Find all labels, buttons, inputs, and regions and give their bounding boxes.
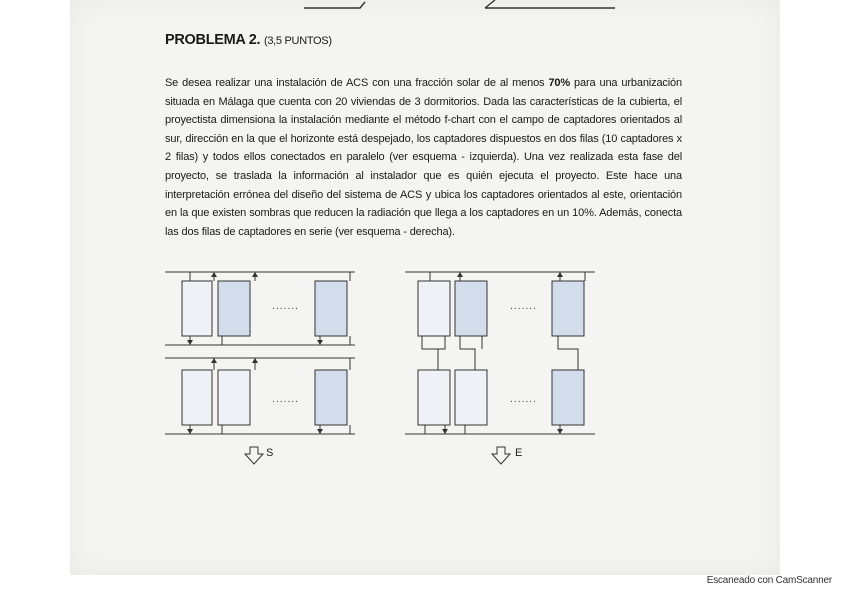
parallel-collectors-diagram: [160, 262, 360, 472]
statement-part-2: para una urbanización situada en Málaga que cuenta con 20 viviendas de 3 dormitorios. Dada las características de la cubierta, el proyectista dimensiona la instalación mediante el método f-chart con el campo de captadores orientados al sur, dirección en la que el horizonte está despejado, los captadores dispuestos en dos filas (10 captadores x 2 filas) y todos ellos conectados en paralelo (ver esquema - izquierda). Una vez realizada esta fase del proyecto, se traslada la información al instalador que es quién ejecuta el proyecto. Este hace una interpretación errónea del diseño del sistema de ACS y ubica los captadores orientados al este, orientación en la que existen sombras que reducen la radiación que llega a los captadores en un 10%. Además, conecta las dos filas de captadores en serie (ver esquema - derecha).: [165, 77, 682, 238]
previous-figure-fragment: [290, 0, 630, 14]
more-collectors-dots-row1: .......: [510, 302, 538, 312]
more-collectors-dots-row2: .......: [510, 395, 538, 405]
south-orientation-label: S: [266, 447, 274, 459]
problem-title: PROBLEMA 2.: [165, 32, 261, 48]
series-collectors-diagram: [400, 262, 600, 472]
statement-solar-fraction: 70%: [548, 77, 571, 89]
east-orientation-label: E: [515, 447, 523, 459]
problem-heading: [165, 32, 332, 48]
problem-points: (3,5 PUNTOS): [264, 35, 332, 47]
parallel-collectors-schematic: [160, 262, 360, 472]
statement-part-1: Se desea realizar una instalación de ACS con una fracción solar de al menos: [165, 77, 549, 89]
more-collectors-dots-row2: .......: [272, 395, 300, 405]
more-collectors-dots-row1: .......: [272, 302, 300, 312]
camscanner-watermark: Escaneado con CamScanner: [706, 575, 832, 586]
series-collectors-schematic: [400, 262, 600, 472]
problem-statement: [165, 74, 682, 241]
